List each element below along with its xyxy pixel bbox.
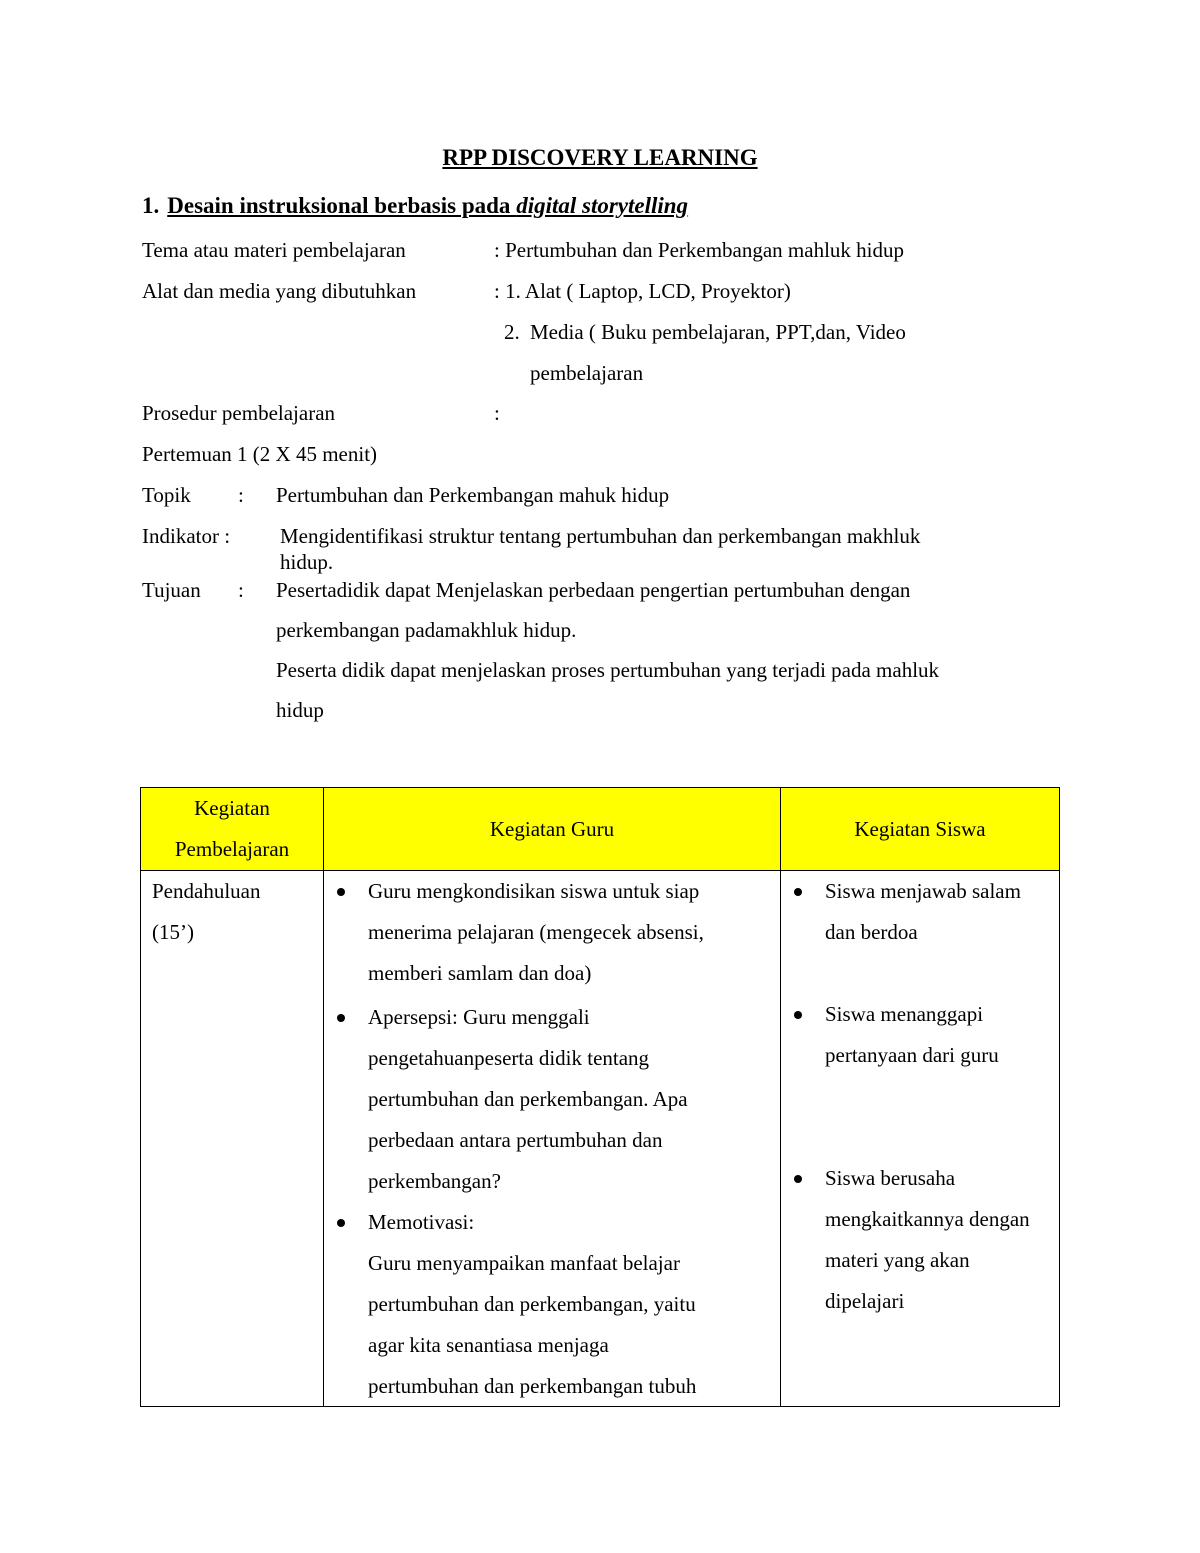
alat-value-2-line1: Media ( Buku pembelajaran, PPT,dan, Video xyxy=(530,320,906,344)
tujuan-line3: Peserta didik dapat menjelaskan proses pertumbuhan yang terjadi pada mahluk xyxy=(276,658,940,682)
topik-value: Pertumbuhan dan Perkembangan mahuk hidup xyxy=(276,483,670,507)
siswa-item xyxy=(781,871,1059,953)
document-title: RPP DISCOVERY LEARNING xyxy=(442,145,758,170)
alat-value-1: : 1. Alat ( Laptop, LCD, Proyektor) xyxy=(494,279,791,303)
guru-item-line: Memotivasi: xyxy=(368,1210,475,1234)
header-col1-line1: Kegiatan xyxy=(194,796,270,820)
guru-item-line: menerima pelajaran (mengecek absensi, xyxy=(368,920,704,944)
section-heading-text: Desain instruksional berbasis pada xyxy=(167,193,517,218)
indikator-line2: hidup. xyxy=(280,550,334,574)
alat-value-2-line2: pembelajaran xyxy=(530,361,644,385)
indikator-label: Indikator : xyxy=(142,524,231,548)
tujuan-line1: Pesertadidik dapat Menjelaskan perbedaan pengertian pertumbuhan dengan xyxy=(276,578,911,602)
siswa-cell xyxy=(781,871,1060,1407)
phase-name: Pendahuluan xyxy=(152,879,261,903)
activity-table xyxy=(140,787,1060,1407)
prosedur-label: Prosedur pembelajaran xyxy=(142,401,336,425)
guru-item-line: pengetahuanpeserta didik tentang xyxy=(368,1046,650,1070)
topik-colon: : xyxy=(238,483,244,507)
guru-item-line: pertumbuhan dan perkembangan. Apa xyxy=(368,1087,688,1111)
section-number: 1. xyxy=(142,193,160,218)
guru-item-line: memberi samlam dan doa) xyxy=(368,961,592,985)
siswa-item-line: dan berdoa xyxy=(825,920,918,944)
guru-item-line: Apersepsi: Guru menggali xyxy=(368,1005,590,1029)
guru-cell xyxy=(324,871,781,1407)
guru-item-line: pertumbuhan dan perkembangan tubuh xyxy=(368,1374,697,1398)
guru-item-line: Guru mengkondisikan siswa untuk siap xyxy=(368,879,700,903)
bullet-icon xyxy=(337,1014,345,1022)
phase-cell xyxy=(141,871,324,1407)
siswa-item xyxy=(781,1158,1059,1322)
topik-label: Topik xyxy=(142,483,191,507)
siswa-item-line: Siswa berusaha xyxy=(825,1166,956,1190)
header-kegiatan-siswa: Kegiatan Siswa xyxy=(781,788,1060,871)
header-col1-line2: Pembelajaran xyxy=(174,837,290,861)
bullet-icon xyxy=(337,888,345,896)
tujuan-colon: : xyxy=(238,578,244,602)
prosedur-colon: : xyxy=(494,401,500,425)
bullet-icon xyxy=(794,1011,802,1019)
guru-item-line: agar kita senantiasa menjaga xyxy=(368,1333,609,1357)
guru-item-line: Guru menyampaikan manfaat belajar xyxy=(368,1251,680,1275)
tema-value: : Pertumbuhan dan Perkembangan mahluk hidup xyxy=(494,238,905,262)
tujuan-line4: hidup xyxy=(276,698,324,722)
tujuan-label: Tujuan xyxy=(142,578,201,602)
header-kegiatan-guru: Kegiatan Guru xyxy=(324,788,781,871)
guru-item-line: perkembangan? xyxy=(368,1169,501,1193)
siswa-item-line: pertanyaan dari guru xyxy=(825,1043,999,1067)
tema-label: Tema atau materi pembelajaran xyxy=(142,238,406,262)
siswa-item xyxy=(781,994,1059,1076)
phase-duration: (15’) xyxy=(152,920,194,944)
table-header-row xyxy=(141,788,1060,871)
siswa-item-line: mengkaitkannya dengan xyxy=(825,1207,1030,1231)
alat-value-2-number: 2. xyxy=(504,320,520,344)
siswa-item-line: Siswa menjawab salam xyxy=(825,879,1021,903)
section-heading-italic: digital storytelling xyxy=(516,193,689,218)
siswa-item-line: dipelajari xyxy=(825,1289,905,1313)
tujuan-line2: perkembangan padamakhluk hidup. xyxy=(276,618,577,642)
guru-item xyxy=(324,871,780,994)
siswa-item-line: materi yang akan xyxy=(825,1248,970,1272)
indikator-line1: Mengidentifikasi struktur tentang pertumbuhan dan perkembangan makhluk xyxy=(280,524,921,548)
guru-item xyxy=(324,1202,780,1407)
bullet-icon xyxy=(337,1219,345,1227)
guru-item xyxy=(324,997,780,1202)
bullet-icon xyxy=(794,1175,802,1183)
alat-label: Alat dan media yang dibutuhkan xyxy=(142,279,417,303)
section-heading xyxy=(142,194,688,217)
guru-item-line: pertumbuhan dan perkembangan, yaitu xyxy=(368,1292,696,1316)
guru-item-line: perbedaan antara pertumbuhan dan xyxy=(368,1128,663,1152)
table-row xyxy=(141,871,1060,1407)
siswa-item-line: Siswa menanggapi xyxy=(825,1002,984,1026)
header-kegiatan-pembelajaran xyxy=(141,788,324,871)
bullet-icon xyxy=(794,888,802,896)
pertemuan-label: Pertemuan 1 (2 X 45 menit) xyxy=(142,442,378,466)
